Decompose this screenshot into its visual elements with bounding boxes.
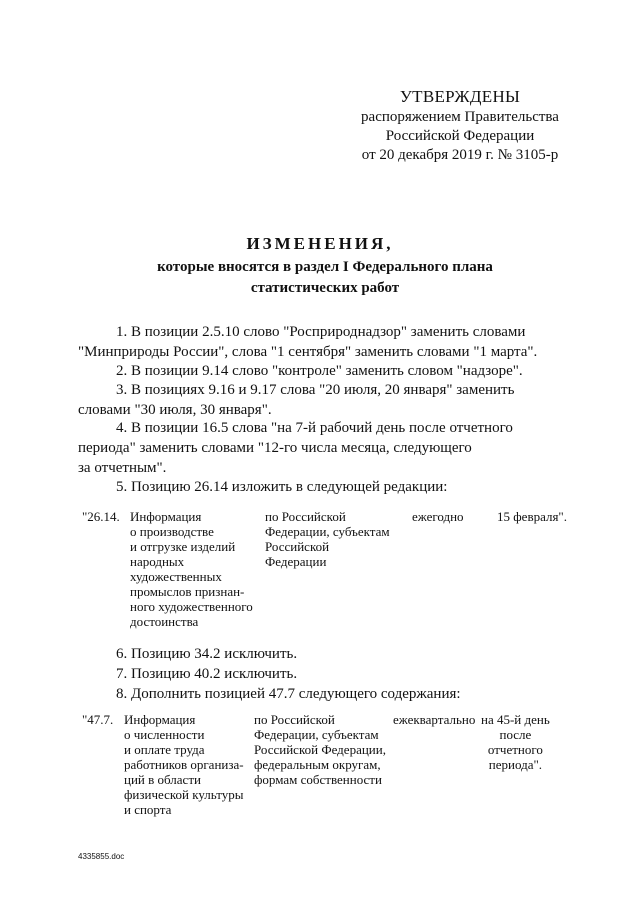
approval-line-1: распоряжением Правительства — [361, 109, 559, 125]
document-subtitle — [80, 257, 570, 299]
row-name-line: народных — [130, 554, 185, 569]
item-4 — [78, 418, 560, 478]
row-name-line: о численности — [124, 727, 205, 742]
item-3-line-2: словами "30 июля, 30 января". — [78, 402, 272, 418]
item-8 — [78, 684, 560, 704]
row-frequency: ежегодно — [412, 509, 464, 524]
row-name-line: достоинства — [130, 614, 199, 629]
row-deadline: 15 февраля". — [497, 509, 567, 524]
item-1 — [78, 322, 560, 362]
item-2 — [78, 361, 560, 381]
row-deadline-line: после — [499, 727, 532, 742]
item-1-line-1: 1. В позиции 2.5.10 слово "Росприроднадзор" заменить словами — [116, 324, 526, 340]
row-name — [124, 712, 244, 817]
item-5-line-1: 5. Позицию 26.14 изложить в следующей редакции: — [116, 479, 448, 495]
row-scope-line: Федерации — [265, 554, 327, 569]
approval-line-3: от 20 декабря 2019 г. № 3105-р — [361, 147, 559, 163]
row-name-line: работников организа- — [124, 757, 244, 772]
document-title: ИЗМЕНЕНИЯ, — [246, 234, 394, 253]
row-scope-line: федеральным округам, — [254, 757, 381, 772]
row-scope-line: Федерации, субъектам — [254, 727, 379, 742]
row-name-line: промыслов признан- — [130, 584, 245, 599]
row-scope-line: по Российской — [265, 509, 346, 524]
row-scope — [265, 509, 390, 569]
approval-line-2: Российской Федерации — [385, 128, 535, 144]
row-name-line: и спорта — [124, 802, 172, 817]
row-scope-line: Российской Федерации, — [254, 742, 386, 757]
row-name-line: Информация — [124, 712, 196, 727]
item-1-line-2: "Минприроды России", слова "1 сентября" заменить словами "1 марта". — [78, 344, 538, 360]
item-3-line-1: 3. В позициях 9.16 и 9.17 слова "20 июля, 20 января" заменить — [116, 382, 515, 398]
row-scope-line: формам собственности — [254, 772, 382, 787]
item-4-line-3: за отчетным". — [78, 460, 167, 476]
row-name-line: и оплате труда — [124, 742, 205, 757]
row-name-line: художественных — [130, 569, 222, 584]
row-frequency: ежеквартально — [393, 712, 476, 727]
item-6-line-1: 6. Позицию 34.2 исключить. — [116, 646, 298, 662]
row-deadline-line: отчетного — [487, 742, 543, 757]
row-deadline-line: на 45-й день — [481, 712, 550, 727]
file-reference: 4335855.doc — [78, 852, 125, 861]
item-8-line-1: 8. Дополнить позицией 47.7 следующего содержания: — [116, 686, 461, 702]
item-3 — [78, 380, 560, 420]
row-name-line: о производстве — [130, 524, 214, 539]
row-deadline-line: периода". — [488, 757, 543, 772]
row-name-line: ного художественного — [130, 599, 253, 614]
item-7 — [78, 664, 560, 684]
item-5 — [78, 477, 560, 497]
row-name-line: Информация — [130, 509, 202, 524]
row-name-line: и отгрузке изделий — [130, 539, 236, 554]
item-4-line-1: 4. В позиции 16.5 слова "на 7-й рабочий день после отчетного — [116, 420, 513, 436]
row-scope-line: по Российской — [254, 712, 335, 727]
subtitle-line-2: статистических работ — [250, 280, 400, 296]
row-name — [130, 509, 253, 629]
row-scope-line: Федерации, субъектам — [265, 524, 390, 539]
row-number: "26.14. — [82, 509, 120, 524]
row-scope — [254, 712, 386, 787]
subtitle-line-1: которые вносятся в раздел I Федерального плана — [157, 259, 493, 275]
row-name-line: ций в области — [124, 772, 201, 787]
row-deadline — [481, 712, 550, 772]
item-7-line-1: 7. Позицию 40.2 исключить. — [116, 666, 298, 682]
approval-title: УТВЕРЖДЕНЫ — [399, 87, 521, 106]
item-4-line-2: периода" заменить словами "12-го числа месяца, следующего — [78, 440, 472, 456]
approval-block — [330, 86, 590, 165]
item-2-line-1: 2. В позиции 9.14 слово "контроле" заменить словом "надзоре". — [116, 363, 523, 379]
row-scope-line: Российской — [265, 539, 330, 554]
row-name-line: физической культуры — [124, 787, 244, 802]
item-6 — [78, 644, 560, 664]
row-number: "47.7. — [82, 712, 114, 727]
